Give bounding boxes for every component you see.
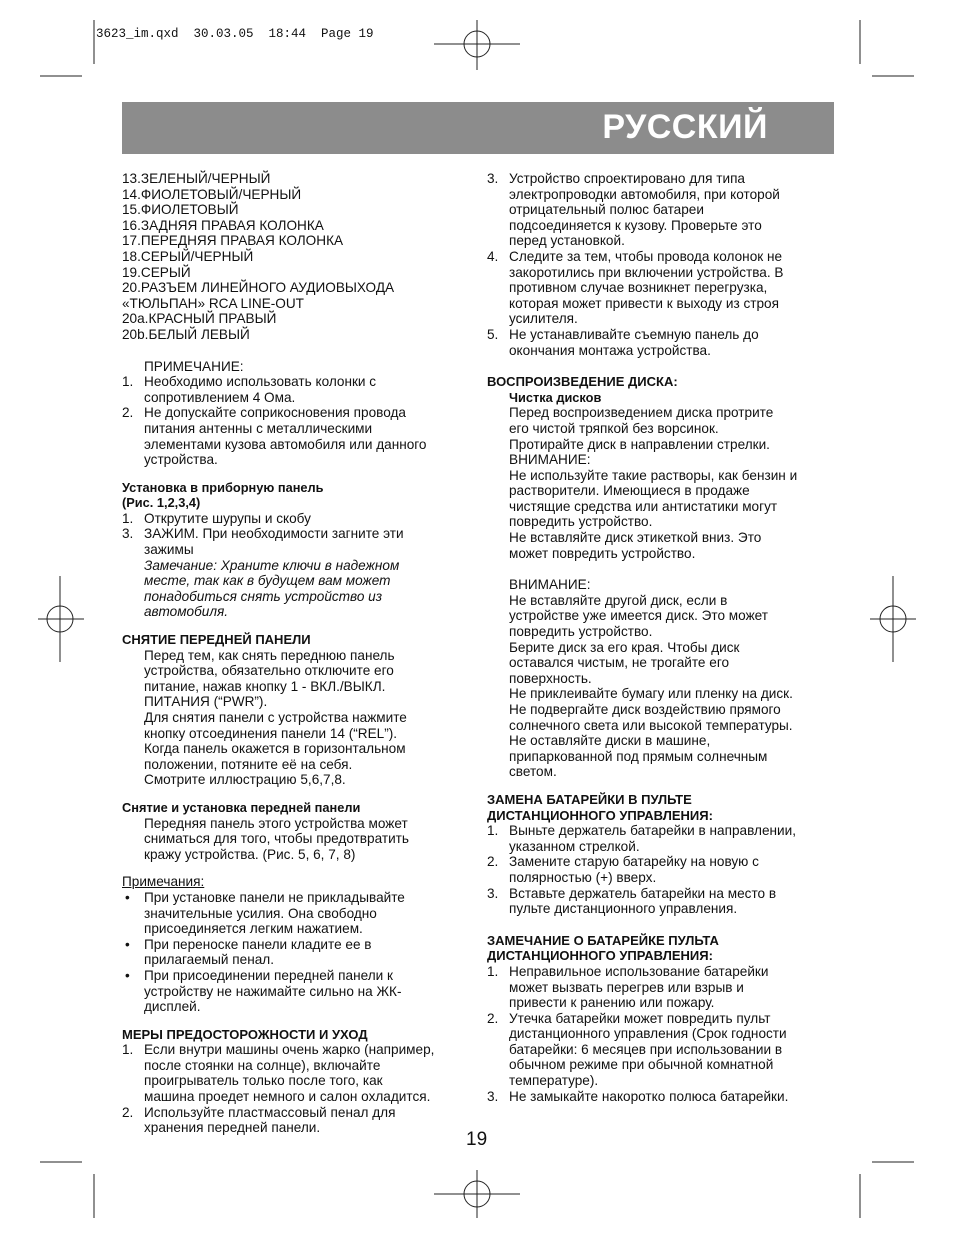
wire-item: 17.ПЕРЕДНЯЯ ПРАВАЯ КОЛОНКА (122, 233, 344, 249)
note-item: 2. Не допускайте соприкосновения провода питания антенны с металлическими элементами кузова автомобиля или данного устройства. (122, 405, 427, 468)
care-item: 2. Используйте пластмассовый пенал для хранения передней панели. (122, 1104, 396, 1136)
battery-warning: 3. Не замыкайте накоротко полюса батарейки. (487, 1088, 789, 1104)
bullet: • (125, 936, 130, 952)
wire-list (122, 171, 472, 343)
battery-step: 1. Выньте держатель батарейки в направлении, указанном стрелкой. (487, 823, 796, 854)
clean-heading: Чистка дисков (509, 389, 602, 405)
note-label: ПРИМЕЧАНИЕ: (144, 358, 244, 374)
wire-item: 20a.КРАСНЫЙ ПРАВЫЙ (122, 311, 277, 327)
wire-item: 19.СЕРЫЙ (122, 264, 191, 280)
install-heading-figures: (Рис. 1,2,3,4) (122, 495, 201, 511)
disc-heading: ВОСПРОИЗВЕДЕНИЕ ДИСКА: (487, 374, 678, 390)
care-item: 5. Не устанавливайте съемную панель до окончания монтажа устройства. (487, 326, 759, 358)
battery-warning-heading-2: ДИСТАНЦИОННОГО УПРАВЛЕНИЯ: (487, 948, 713, 964)
wire-item: 14.ФИОЛЕТОВЫЙ/ЧЕРНЫЙ (122, 186, 302, 202)
care-item: 4. Следите за тем, чтобы провода колонок не закоротились при включении устройства. В противном случае возникнет перегрузка, которая может привести к выходу из строя усилителя. (487, 248, 784, 327)
install-remark: Замечание: Храните ключи в надежном месте, так как в будущем вам может понадобиться снять устройство из автомобиля. (144, 557, 400, 620)
care-heading: МЕРЫ ПРЕДОСТОРОЖНОСТИ И УХОД (122, 1026, 368, 1042)
wire-item: 18.СЕРЫЙ/ЧЕРНЫЙ (122, 248, 254, 264)
battery-warning: 2. Утечка батарейки может повредить пульт дистанционного управления (Срок годности батарейки: 6 месяцев при использовании в обычном режиме при обычной комнатной температуре). (487, 1010, 787, 1089)
print-slug: 3623_im.qxd 30.03.05 18:44 Page 19 (96, 27, 374, 41)
wire-item: 20b.БЕЛЫЙ ЛЕВЫЙ (122, 326, 250, 342)
panel-heading: Снятие и установка передней панели (122, 799, 361, 815)
battery-warning: 1. Неправильное использование батарейки может вызвать перегрев или взрыв и привести к ранению или пожару. (487, 963, 769, 1011)
wire-item: «ТЮЛЬПАН» RCA LINE-OUT (122, 295, 304, 311)
wire-item: 15.ФИОЛЕТОВЫЙ (122, 202, 239, 218)
remark-item: • При переноске панели кладите ее в прилагаемый пенал. (122, 937, 472, 968)
language-banner (122, 102, 834, 154)
removal-heading: СНЯТИЕ ПЕРЕДНЕЙ ПАНЕЛИ (122, 632, 311, 648)
battery-step: 2. Замените старую батарейку на новую с полярностью (+) вверх. (487, 854, 759, 885)
note-item: 1. Необходимо использовать колонки с сопротивлением 4 Ома. (122, 374, 377, 405)
remark-item: • При присоединении передней панели к устройству не нажимайте сильно на ЖК- дисплей. (122, 968, 472, 1015)
clean-text: Перед воспроизведением диска протрите его чистой тряпкой без ворсинок. Протирайте диск в направлении стрелки. ВНИМАНИЕ: Не используйте такие растворы, как бензин и растворители. Имеющиеся в продаже чистящие средства или антистатики могут повредить устройство. Не вставляйте диск этикеткой вниз. Это может повредить устройство. (509, 405, 798, 561)
bullet: • (125, 889, 130, 905)
right-column (487, 171, 837, 1104)
removal-text: Перед тем, как снять переднюю панель устройства, обязательно отключите его питание, нажав кнопку 1 - ВКЛ./ВЫКЛ. ПИТАНИЯ (“PWR”). Для снятия панели с устройства нажмите кнопку отсоединения панели 14 (“REL”). Когда панель окажется в горизонтальном положении, потяните её на себя. Смотрите иллюстрацию 5,6,7,8. (144, 647, 407, 788)
battery-step: 3. Вставьте держатель батарейки на место в пульте дистанционного управления. (487, 885, 777, 917)
install-step: 1. Открутите шурупы и скобу (122, 510, 311, 526)
panel-text: Передняя панель этого устройства может сниматься для того, чтобы предотвратить кражу устройства. (Рис. 5, 6, 7, 8) (144, 815, 409, 862)
install-heading: Установка в приборную панель (122, 479, 324, 495)
wire-item: 13.ЗЕЛЕНЫЙ/ЧЕРНЫЙ (122, 171, 271, 186)
remarks-label: Примечания: (122, 874, 205, 890)
banner-title: РУССКИЙ (602, 108, 768, 146)
battery-heading: ЗАМЕНА БАТАРЕЙКИ В ПУЛЬТЕ (487, 791, 692, 807)
battery-heading-2: ДИСТАНЦИОННОГО УПРАВЛЕНИЯ: (487, 807, 713, 823)
left-column (122, 171, 472, 1136)
wire-item: 20.РАЗЪЕМ ЛИНЕЙНОГО АУДИОВЫХОДА (122, 280, 395, 296)
care-item: 3. Устройство спроектировано для типа электропроводки автомобиля, при которой отрицательный полюс батареи подсоединяется к кузову. Проверьте это перед установкой. (487, 171, 780, 249)
wire-item: 16.ЗАДНЯЯ ПРАВАЯ КОЛОНКА (122, 217, 324, 233)
page-number: 19 (466, 1129, 488, 1150)
remark-item: • При установке панели не прикладывайте значительные усилия. Она свободно присоединяется легким нажатием. (122, 890, 472, 937)
battery-warning-heading: ЗАМЕЧАНИЕ О БАТАРЕЙКЕ ПУЛЬТА (487, 932, 719, 948)
attention-text: ВНИМАНИЕ: Не вставляйте другой диск, если в устройстве уже имеется диск. Это может повредить устройство. Берите диск за его края. Чтобы диск оставался чистым, не трогайте его поверхность. Не приклеивайте бумагу или пленку на диск. Не подвергайте диск воздействию прямого солнечного света или высокой температуры. Не оставляйте диски в машине, припаркованной под прямым солнечным светом. (509, 577, 793, 780)
install-step: 3. ЗАЖИМ. При необходимости загните эти зажимы (122, 526, 404, 558)
care-item: 1. Если внутри машины очень жарко (например, после стоянки на солнце), включайте проигрыватель только после того, как машина проедет немного и салон охладится. (122, 1042, 435, 1105)
bullet: • (125, 967, 130, 983)
